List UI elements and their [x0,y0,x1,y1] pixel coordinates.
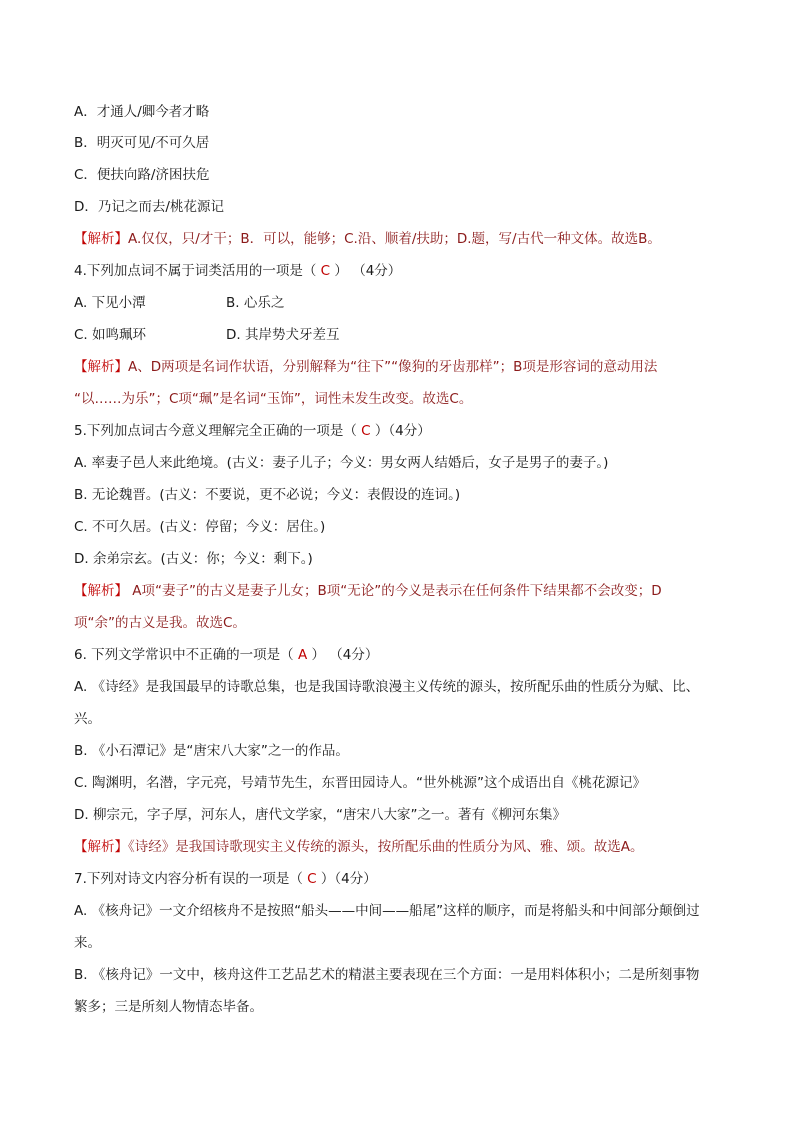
q5-answer: C [356,423,375,439]
q4-score: ） （4分） [334,263,402,279]
q3-option-b: B．明灭可见/不可久居 [74,135,210,151]
q5-option-d: D. 余弟宗玄。(古义：你；今义：剩下。) [74,551,313,567]
q5-option-c: C. 不可久居。(古义：停留；今义：居住。) [74,519,326,535]
q7-stem [74,869,734,889]
q4-explanation-line-1 [74,357,734,377]
q6-option-a-line-2: 兴。 [74,711,101,727]
q6-score: ） （4分） [311,647,379,663]
q5-stem [74,421,734,441]
q5-score: ）（4分） [374,423,431,439]
q4-option-c: C. 如鸣珮环 [74,327,147,343]
explanation-text: A、D两项是名词作状语，分别解释为“往下”“像狗的牙齿那样”；B项是形容词的意动用法 [128,359,658,375]
q4-option-a: A. 下见小潭 [74,295,146,311]
explanation-text: A.仅仅，只/才干；B．可以，能够；C.沿、顺着/扶助；D.题，写/古代一种文体。故选B。 [128,231,661,247]
q7-score: ）（4分） [320,871,377,887]
q4-option-d: D. 其岸势犬牙差互 [226,327,340,343]
q5-explanation-line-1 [74,581,734,601]
q7-option-b-line-2: 繁多；三是所刻人物情态毕备。 [74,999,263,1015]
q6-explanation [74,837,734,857]
explanation-text: A项“妻子”的古义是妻子儿女；B项“无论”的今义是表示在任何条件下结果都不会改变；D [128,583,662,599]
q3-option-c: C．便扶向路/济困扶危 [74,167,210,183]
q7-answer: C [302,871,321,887]
q6-option-a-line-1: A. 《诗经》是我国最早的诗歌总集，也是我国诗歌浪漫主义传统的源头，按所配乐曲的性质分为赋、比、 [74,679,700,695]
explanation-tag: 【解析】 [74,839,128,855]
q3-option-d: D．乃记之而去/桃花源记 [74,199,224,215]
explanation-tag: 【解析】 [74,231,128,247]
q4-explanation-line-2: “以……为乐”；C项“珮”是名词“玉饰”，词性未发生改变。故选C。 [74,391,473,407]
explanation-text: 《诗经》是我国诗歌现实主义传统的源头，按所配乐曲的性质分为风、雅、颂。故选A。 [128,839,644,855]
q6-option-c: C. 陶渊明，名潜，字元亮，号靖节先生，东晋田园诗人。“世外桃源”这个成语出自《桃花源记》 [74,775,646,791]
q4-option-b: B. 心乐之 [226,295,285,311]
q7-stem-text: 7.下列对诗文内容分析有误的一项是（ [74,871,303,887]
q6-option-d: D. 柳宗元，字子厚，河东人，唐代文学家，“唐宋八大家”之一。著有《柳河东集》 [74,807,566,823]
q7-option-a-line-2: 来。 [74,935,101,951]
explanation-tag: 【解析】 [74,583,128,599]
q6-option-b: B. 《小石潭记》是“唐宋八大家”之一的作品。 [74,743,349,759]
q5-option-b: B. 无论魏晋。(古义：不要说，更不必说；今义：表假设的连词。) [74,487,461,503]
q4-stem [74,261,734,281]
q5-option-a: A. 率妻子邑人来此绝境。(古义：妻子儿子；今义：男女两人结婚后，女子是男子的妻子。) [74,455,609,471]
q7-option-b-line-1: B. 《核舟记》一文中，核舟这件工艺品艺术的精湛主要表现在三个方面：一是用料体积小；二是所刻事物 [74,967,700,983]
q6-stem-text: 6. 下列文学常识中不正确的一项是（ [74,647,294,663]
q7-option-a-line-1: A. 《核舟记》一文介绍核舟不是按照“船头——中间——船尾”这样的顺序，而是将船头和中间部分颠倒过 [74,903,700,919]
q4-options-row-2 [74,325,734,345]
explanation-tag: 【解析】 [74,359,128,375]
q6-stem [74,645,734,665]
q4-options-row-1 [74,293,734,313]
q5-explanation-line-2: 项“余”的古义是我。故选C。 [74,615,246,631]
q3-option-a: A．才通人/卿今者才略 [74,104,210,120]
q4-answer: C [316,263,335,279]
q5-stem-text: 5.下列加点词古今意义理解完全正确的一项是（ [74,423,357,439]
q4-stem-text: 4.下列加点词不属于词类活用的一项是（ [74,263,317,279]
q6-answer: A [293,647,312,663]
q3-explanation [74,229,734,249]
